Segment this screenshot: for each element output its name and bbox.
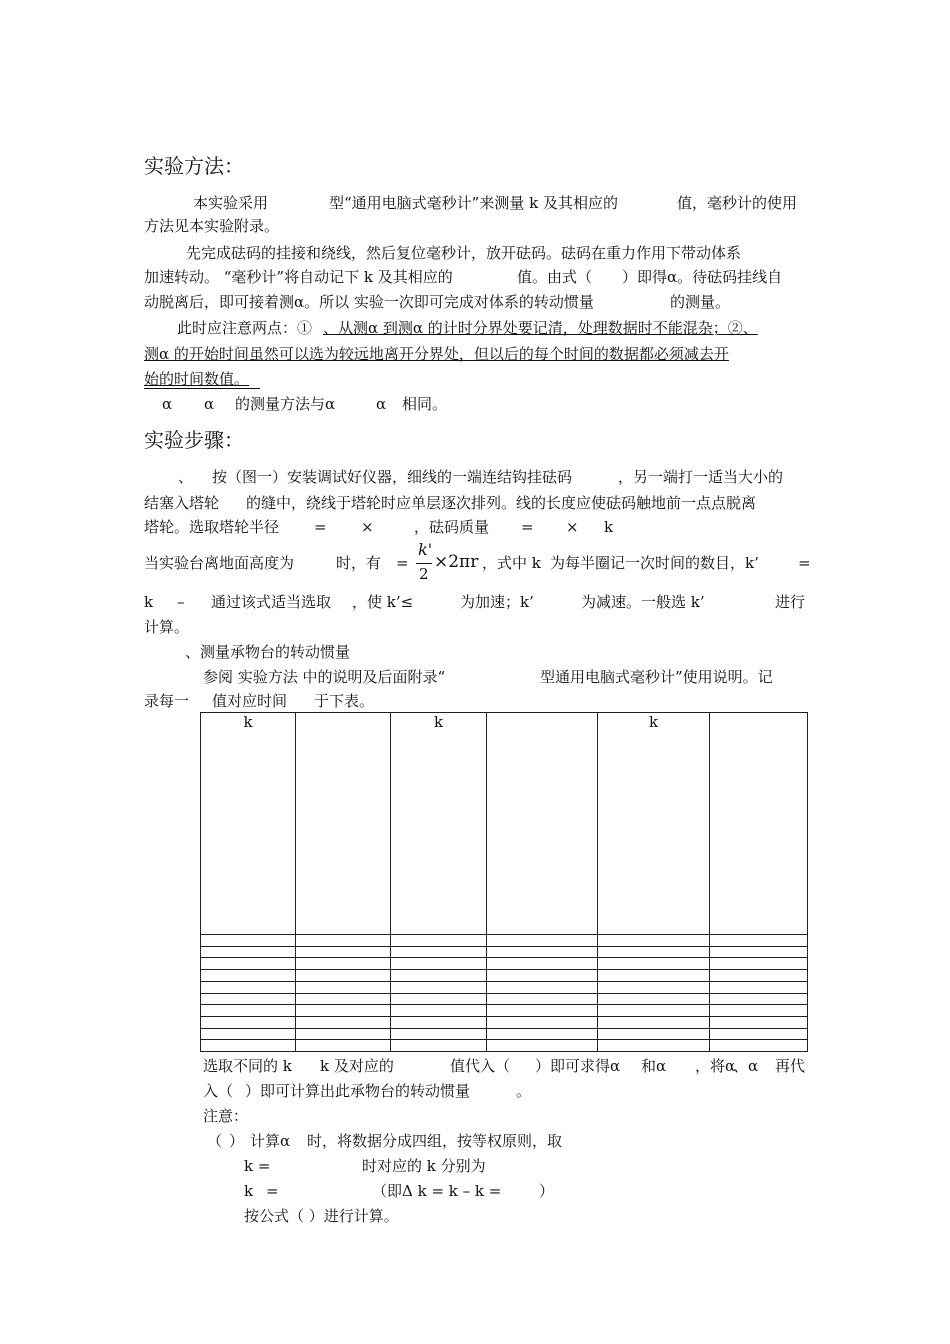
step4-title: 、测量承物台的转动惯量	[185, 643, 351, 661]
after1-b: k 及对应的	[320, 1057, 394, 1075]
note1-d: 时，将数据分成四组，按等权原则，取	[307, 1132, 563, 1150]
table-row	[201, 946, 808, 958]
step3-b: –	[177, 593, 185, 611]
table-cell	[391, 935, 487, 947]
table-cell	[710, 993, 808, 1005]
table-row	[201, 1040, 808, 1052]
formula-fraction	[412, 540, 492, 586]
table-cell	[296, 946, 391, 958]
table-cell	[710, 1016, 808, 1028]
step3-g: 进行	[775, 593, 806, 611]
table-cell	[487, 993, 598, 1005]
table-row	[201, 958, 808, 970]
table-cell	[710, 946, 808, 958]
table-cell	[201, 981, 296, 993]
table-cell	[201, 993, 296, 1005]
table-cell	[296, 970, 391, 982]
table-header-cell	[296, 713, 391, 935]
step1-k: ×	[566, 518, 579, 536]
after1-a: 选取不同的 k	[203, 1057, 292, 1075]
note3-a: k	[244, 1182, 254, 1200]
step3-e: 为加速；k’	[460, 593, 534, 611]
table-cell	[598, 1005, 710, 1017]
method-p3-c: 测α 的开始时间虽然可以选为较远地离开分界处，但以后的每个时间的数据都必须减去开	[144, 345, 729, 363]
method-p4-d: α	[376, 395, 387, 413]
method-p4-b: α	[204, 395, 215, 413]
step1-d: 结塞入塔轮	[144, 494, 220, 512]
table-cell	[201, 935, 296, 947]
after2-a: 入（	[203, 1082, 234, 1100]
method-p1-c: 值，毫秒计的使用	[677, 194, 798, 212]
table-cell	[296, 935, 391, 947]
method-heading: 实验方法：	[144, 154, 244, 178]
table-cell	[391, 993, 487, 1005]
method-p2-e: 动脱离后，即可接着测α。所以 实验一次即可完成对体系的转动惯量	[144, 293, 594, 311]
method-p1-a: 本实验采用	[193, 194, 269, 212]
note3-c: （即Δ k = k – k =	[372, 1182, 502, 1200]
after2-c: 。	[516, 1082, 532, 1100]
note-label: 注意：	[203, 1107, 249, 1125]
step2-c: =	[396, 554, 409, 572]
table-cell	[391, 1040, 487, 1052]
table-cell	[487, 1028, 598, 1040]
step1-b: 按（图一）安装调试好仪器，细线的一端连结钩挂砝码	[212, 468, 573, 486]
method-p2-a: 先完成砝码的挂接和绕线，然后复位毫秒计，放开砝码。砝码在重力作用下带动体系	[186, 244, 742, 262]
note2-b: 时对应的 k 分别为	[362, 1157, 486, 1175]
after1-h: 再代	[775, 1057, 806, 1075]
table-cell	[598, 1040, 710, 1052]
table-cell	[710, 1028, 808, 1040]
method-p3-d: 始的时间数值。	[144, 370, 250, 388]
table-cell	[598, 935, 710, 947]
table-cell	[296, 993, 391, 1005]
after1-c: 值代入（	[450, 1057, 511, 1075]
table-cell	[296, 1040, 391, 1052]
after1-e: 和α	[641, 1057, 667, 1075]
method-p2-d: ）即得α。待砝码挂线自	[622, 268, 783, 286]
table-cell	[598, 1028, 710, 1040]
formula-numerator: k'	[418, 540, 433, 559]
table-row	[201, 970, 808, 982]
table-row	[201, 993, 808, 1005]
table-cell	[710, 970, 808, 982]
method-p2-c: 值。由式（	[517, 268, 593, 286]
method-p1-d: 方法见本实验附录。	[144, 217, 280, 235]
table-header-cell: k	[391, 713, 487, 935]
table-row	[201, 1028, 808, 1040]
note1-a: （	[207, 1132, 223, 1150]
table-cell	[201, 970, 296, 982]
step5-e: 于下表。	[314, 692, 375, 710]
method-p2-f: 的测量。	[670, 293, 731, 311]
method-p4-a: α	[162, 395, 173, 413]
table-row	[201, 1005, 808, 1017]
note1-b: ）	[229, 1132, 245, 1150]
table-cell	[296, 1016, 391, 1028]
step3-c: 通过该式适当选取	[211, 593, 332, 611]
formula-rest: ×2πr	[434, 552, 479, 572]
step2-b: 时，有	[336, 554, 382, 572]
step3-h: 计算。	[144, 618, 190, 636]
table-cell	[710, 958, 808, 970]
fraction-bar	[416, 563, 432, 564]
table-cell	[710, 981, 808, 993]
table-cell	[598, 958, 710, 970]
method-p3-a: 此时应注意两点：①	[177, 319, 313, 337]
table-header-cell: k	[201, 713, 296, 935]
step1-l: k	[604, 518, 614, 536]
table-cell	[391, 981, 487, 993]
table-cell	[391, 958, 487, 970]
table-cell	[598, 970, 710, 982]
table-cell	[598, 1016, 710, 1028]
table-cell	[201, 1005, 296, 1017]
table-cell	[296, 981, 391, 993]
table-cell	[710, 1005, 808, 1017]
method-p1-b: 型“通用电脑式毫秒计”来测量 k 及其相应的	[329, 194, 618, 212]
table-header-cell: k	[598, 713, 710, 935]
table-cell	[487, 958, 598, 970]
after2-b: ）即可计算出此承物台的转动惯量	[245, 1082, 471, 1100]
after1-g: 、α	[733, 1057, 759, 1075]
underline-rule	[144, 388, 260, 389]
table-cell	[598, 993, 710, 1005]
step3-d: ，使 k’≤	[352, 593, 414, 611]
table-cell	[391, 1005, 487, 1017]
step2-d: ，式中 k	[482, 554, 541, 572]
step1-i: ，砝码质量	[414, 518, 490, 536]
note2-a: k =	[244, 1157, 271, 1175]
method-p4-c: 的测量方法与α	[235, 395, 336, 413]
table-header-row	[201, 713, 808, 935]
step5-b: 型通用电脑式毫秒计”使用说明。记	[540, 668, 773, 686]
step3-f: 为减速。一般选 k’	[581, 593, 705, 611]
step1-f: 塔轮。选取塔轮半径	[144, 518, 280, 536]
step2-f: =	[798, 554, 811, 572]
table-cell	[391, 970, 487, 982]
step2-a: 当实验台离地面高度为	[144, 554, 295, 572]
step1-j: =	[521, 518, 534, 536]
table-cell	[296, 1005, 391, 1017]
table-cell	[296, 1028, 391, 1040]
step1-h: ×	[361, 518, 374, 536]
step1-c: ，另一端打一适当大小的	[618, 468, 784, 486]
table-cell	[201, 1040, 296, 1052]
table-cell	[487, 1040, 598, 1052]
table-row	[201, 935, 808, 947]
table-cell	[487, 970, 598, 982]
after1-f: ，将α	[695, 1057, 736, 1075]
table-cell	[487, 1005, 598, 1017]
formula-denominator: 2	[419, 565, 429, 583]
step1-a: 、	[178, 468, 194, 486]
table-cell	[487, 935, 598, 947]
table-cell	[296, 958, 391, 970]
note3-d: ）	[539, 1182, 555, 1200]
note4: 按公式（ ）进行计算。	[244, 1207, 399, 1225]
table-cell	[710, 935, 808, 947]
table-header-cell	[710, 713, 808, 935]
data-table	[200, 712, 808, 1052]
note3-b: =	[266, 1182, 279, 1200]
table-cell	[487, 946, 598, 958]
table-cell	[391, 1016, 487, 1028]
table-cell	[201, 1016, 296, 1028]
table-row	[201, 1016, 808, 1028]
method-p4-e: 相同。	[402, 395, 448, 413]
table-cell	[391, 1028, 487, 1040]
table-cell	[201, 946, 296, 958]
table-row	[201, 981, 808, 993]
table-cell	[487, 981, 598, 993]
step5-c: 录每一	[144, 692, 190, 710]
table-cell	[391, 946, 487, 958]
after1-d: ）即可求得α	[535, 1057, 621, 1075]
method-p3-b: 、从测α 到测α 的计时分界处要记清，处理数据时不能混杂；②、	[323, 319, 758, 337]
steps-heading: 实验步骤：	[144, 428, 244, 452]
step3-a: k	[144, 593, 154, 611]
table-cell	[201, 1028, 296, 1040]
table-cell	[201, 958, 296, 970]
step1-e: 的缝中，绕线于塔轮时应单层逐次排列。线的长度应使砝码触地前一点点脱离	[246, 494, 757, 512]
step5-a: 参阅 实验方法 中的说明及后面附录“	[203, 668, 446, 686]
step1-g: =	[314, 518, 327, 536]
table-cell	[598, 946, 710, 958]
step2-e: 为每半圈记一次时间的数目，k’	[550, 554, 759, 572]
table-cell	[598, 981, 710, 993]
table-cell	[487, 1016, 598, 1028]
method-p2-b: 加速转动。 “毫秒计”将自动记下 k 及其相应的	[144, 268, 453, 286]
table-header-cell	[487, 713, 598, 935]
table-cell	[710, 1040, 808, 1052]
step5-d: 值对应时间	[212, 692, 288, 710]
note1-c: 计算α	[250, 1132, 291, 1150]
